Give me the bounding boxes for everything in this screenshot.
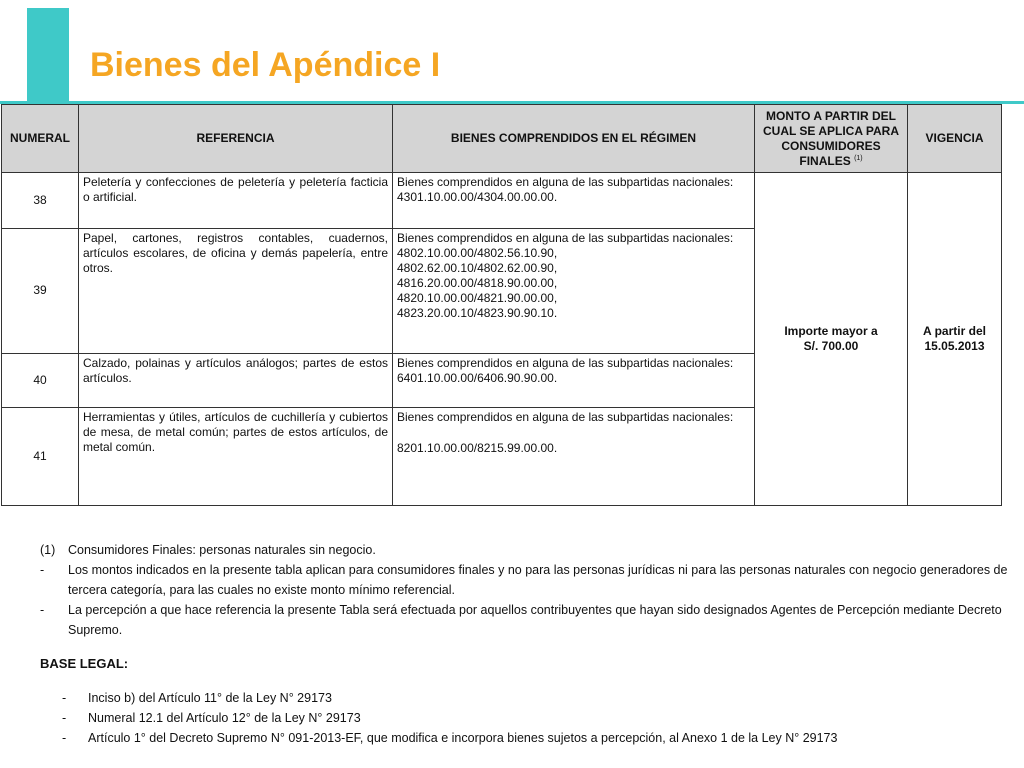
bienes-intro: Bienes comprendidos en alguna de las subpartidas nacionales: xyxy=(397,409,734,424)
legal-marker: - xyxy=(62,711,67,725)
monto-cell xyxy=(755,173,908,506)
table-header-row xyxy=(2,105,1002,173)
header-vigencia: VIGENCIA xyxy=(908,105,1002,173)
bienes-code: 4301.10.00.00/4304.00.00.00. xyxy=(397,190,558,204)
row-numeral: 40 xyxy=(2,353,79,407)
row-numeral: 39 xyxy=(2,229,79,353)
legal-text: Inciso b) del Artículo 11° de la Ley N° 29173 xyxy=(88,691,332,705)
note-text: Los montos indicados en la presente tabla aplican para consumidores finales y no para las personas jurídicas ni para las personas naturales con negocio generadores de tercera categoría, para las cuales no existe monto mínimo referencial. xyxy=(68,563,1008,597)
legal-item xyxy=(62,688,1012,708)
table-row xyxy=(2,173,1002,229)
legal-item xyxy=(62,728,1012,748)
vigencia-cell xyxy=(908,173,1002,506)
bienes-code: 4820.10.00.00/4821.90.00.00, xyxy=(397,291,558,306)
row-bienes xyxy=(393,353,755,407)
row-numeral: 38 xyxy=(2,173,79,229)
table-notes xyxy=(40,540,1015,640)
row-referencia: Peletería y confecciones de peletería y peletería facticia o artificial. xyxy=(79,173,393,229)
bienes-intro: Bienes comprendidos en alguna de las subpartidas nacionales: xyxy=(397,175,734,189)
row-bienes xyxy=(393,173,755,229)
note-marker: - xyxy=(40,603,45,617)
monto-line: Importe mayor a xyxy=(784,324,878,338)
monto-line: S/. 700.00 xyxy=(803,339,859,353)
vigencia-line: 15.05.2013 xyxy=(924,339,985,353)
header-bienes: BIENES COMPRENDIDOS EN EL RÉGIMEN xyxy=(393,105,755,173)
header-numeral: NUMERAL xyxy=(2,105,79,173)
bienes-code: 4816.20.00.00/4818.90.00.00, xyxy=(397,276,558,291)
vigencia-line: A partir del xyxy=(923,324,986,338)
note-marker: (1) xyxy=(40,543,56,557)
base-legal-list xyxy=(62,688,1012,748)
row-referencia: Herramientas y útiles, artículos de cuchillería y cubiertos de mesa, de metal común; partes de estos artículos, de metal común. xyxy=(79,407,393,505)
note-item xyxy=(40,540,1015,560)
bienes-table xyxy=(1,104,1002,506)
row-bienes xyxy=(393,407,755,505)
legal-item xyxy=(62,708,1012,728)
note-text: La percepción a que hace referencia la presente Tabla será efectuada por aquellos contribuyentes que hayan sido designados Agentes de Percepción mediante Decreto Supremo. xyxy=(68,603,1002,637)
note-item xyxy=(40,560,1015,600)
bienes-spacer xyxy=(397,425,750,441)
row-referencia: Papel, cartones, registros contables, cuadernos, artículos escolares, de oficina y demás papelería, entre otros. xyxy=(79,229,393,353)
note-marker: - xyxy=(40,563,45,577)
bienes-code: 6401.10.00.00/6406.90.90.00. xyxy=(397,370,558,385)
row-referencia: Calzado, polainas y artículos análogos; partes de estos artículos. xyxy=(79,353,393,407)
base-legal-title: BASE LEGAL: xyxy=(40,656,129,671)
header-monto xyxy=(755,105,908,173)
header-monto-note: (1) xyxy=(854,154,863,162)
note-item xyxy=(40,600,1015,640)
bienes-intro: Bienes comprendidos en alguna de las subpartidas nacionales: xyxy=(397,231,734,246)
bienes-code: 4823.20.00.10/4823.90.90.10. xyxy=(397,306,558,321)
bienes-code: 8201.10.00.00/8215.99.00.00. xyxy=(397,440,558,455)
header-monto-text: MONTO A PARTIR DEL CUAL SE APLICA PARA CONSUMIDORES FINALES xyxy=(762,108,899,168)
bienes-code: 4802.62.00.10/4802.62.00.90, xyxy=(397,261,558,276)
bienes-intro: Bienes comprendidos en alguna de las subpartidas nacionales: xyxy=(397,355,734,370)
row-bienes xyxy=(393,229,755,353)
row-numeral: 41 xyxy=(2,407,79,505)
legal-marker: - xyxy=(62,691,67,705)
legal-text: Artículo 1° del Decreto Supremo N° 091-2013-EF, que modifica e incorpora bienes sujetos a percepción, al Anexo 1 de la Ley N° 29173 xyxy=(88,731,838,745)
header-referencia: REFERENCIA xyxy=(79,105,393,173)
page-title: Bienes del Apéndice I xyxy=(90,46,441,84)
bienes-code: 4802.10.00.00/4802.56.10.90, xyxy=(397,246,558,261)
title-accent-bar xyxy=(27,8,69,103)
legal-text: Numeral 12.1 del Artículo 12° de la Ley N° 29173 xyxy=(88,711,361,725)
legal-marker: - xyxy=(62,731,67,745)
note-text: Consumidores Finales: personas naturales sin negocio. xyxy=(68,543,376,557)
